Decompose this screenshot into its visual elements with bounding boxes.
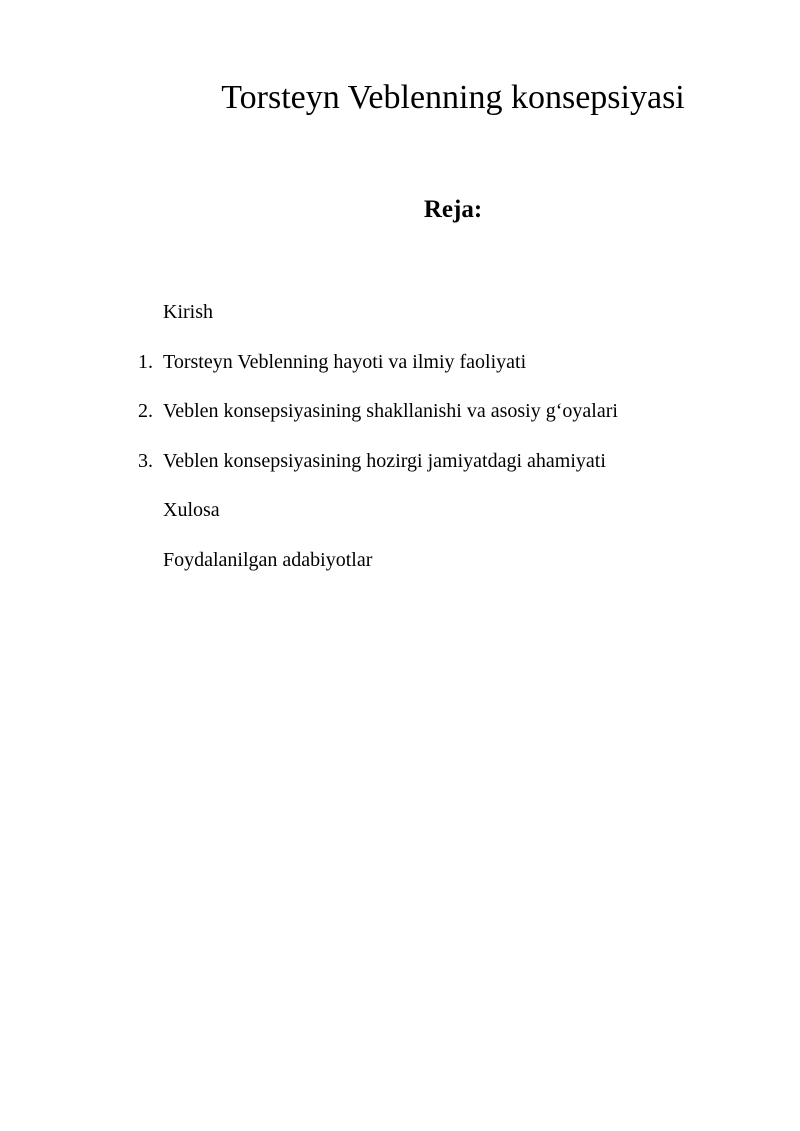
plan-item-number: 3.	[138, 449, 153, 472]
plan-item-text: Foydalanilgan adabiyotlar	[163, 548, 373, 571]
plan-item-3	[0, 446, 800, 496]
plan-item-1	[0, 347, 800, 397]
plan-item-text: Veblen konsepsiyasining hozirgi jamiyatdagi ahamiyati	[163, 449, 606, 472]
plan-item-references	[0, 545, 800, 595]
plan-item-text: Kirish	[163, 301, 213, 323]
plan-heading: Reja:	[423, 196, 483, 223]
plan-item-text: Torsteyn Veblenning hayoti va ilmiy faoliyati	[163, 350, 527, 373]
plan-item-intro	[0, 297, 800, 347]
plan-item-text: Veblen konsepsiyasining shakllanishi va asosiy g‘oyalari	[163, 400, 618, 423]
plan-item-number: 1.	[138, 350, 153, 373]
plan-item-2	[0, 396, 800, 446]
document-title: Torsteyn Veblenning konsepsiyasi	[221, 79, 685, 116]
plan-item-number: 2.	[138, 400, 153, 423]
plan-item-conclusion	[0, 495, 800, 545]
plan-item-text: Xulosa	[163, 499, 220, 522]
plan-list	[0, 297, 800, 595]
